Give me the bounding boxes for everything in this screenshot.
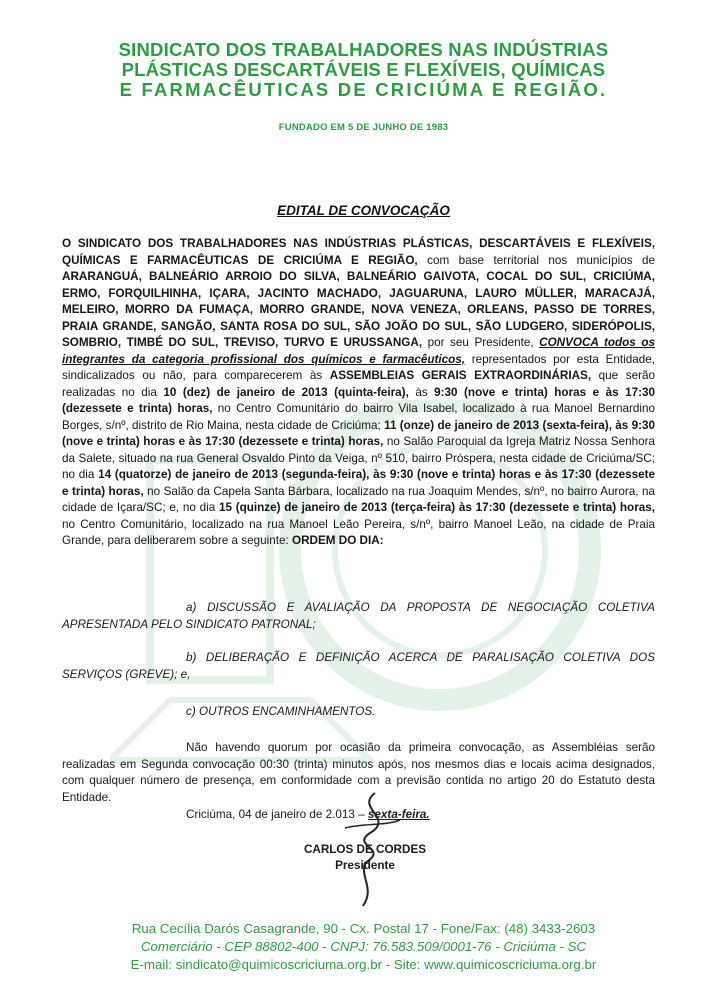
- agenda-item-c-text: c) OUTROS ENCAMINHAMENTOS.: [186, 705, 376, 718]
- signer-block: [250, 842, 480, 874]
- signer-name: CARLOS DE CORDES: [303, 843, 427, 856]
- date-2: 11 (onze) de janeiro de 2013 (sexta-feira), às 9:30 (nove e trinta) horas e às 17:30 (dezessete e trinta) horas,: [62, 418, 656, 448]
- founded-date: FUNDADO EM 5 DE JUNHO DE 1983: [278, 122, 449, 133]
- text-span: às: [408, 385, 435, 399]
- signer-role: Presidente: [335, 859, 395, 872]
- location-2: no Salão Paroquial da Igreja Matriz Nossa Senhora da Salete, situado na rua General Osvaldo Pinto da Veiga, nº 510, bairro Próspera, nesta cidade de Criciúma/SC; no dia: [62, 435, 655, 481]
- date-4: 15 (quinze) de janeiro de 2013 (terça-feira) às 17:30 (dezessete e trinta) horas,: [218, 501, 655, 514]
- footer-cep-cnpj: Comerciário - CEP 88802-400 - CNPJ: 76.583.509/0001-76 - Criciúma - SC: [140, 939, 587, 954]
- date-text: Criciúma, 04 de janeiro de 2.013 –: [186, 808, 368, 821]
- agenda-item-b: [62, 650, 655, 683]
- text-span: que serão realizadas no dia: [62, 369, 656, 399]
- cities-list: ARARANGUÁ, BALNEÁRIO ARROIO DO SILVA, BALNEÁRIO GAIVOTA, COCAL DO SUL, CRICIÚMA, ERMO, FORQUILHINHA, IÇARA, JACINTO MACHADO, JAGUARUNA, LAURO MÜLLER, MARACAJÁ, MELEIRO, MORRO DA FUMAÇA, MORRO GRANDE, NOVA VENEZA, ORLEANS, PASSO DE TORRES, PRAIA GRANDE, SANGÃO, SANTA ROSA DO SUL, SÃO JOÃO DO SUL, SÃO LUDGERO, SIDERÓPOLIS, SOMBRIO, TIMBÉ DO SUL, TREVISO, TURVO E URUSSANGA,: [62, 270, 655, 349]
- footer-address: Rua Cecília Darós Casagrande, 90 - Cx. Postal 17 - Fone/Fax: (48) 3433-2603: [131, 921, 596, 936]
- location-3: no Salão da Capela Santa Bárbara, localizado na rua Joaquim Mendes, s/nº, no bairro Aurora, na cidade de Içara/SC; e, no dia: [62, 484, 656, 514]
- footer-email-site: E-mail: sindicato@quimicoscriciuma.org.br - Site: www.quimicoscriciuma.org.br: [130, 957, 597, 972]
- date-1: 10 (dez) de janeiro de 2013 (quinta-feira),: [163, 385, 409, 399]
- convoca-clause: CONVOCA todos os integrantes da categoria profissional dos químicos e farmacêuticos,: [62, 336, 655, 366]
- org-name-line-3: E FARMACÊUTICAS DE CRICIÚMA E REGIÃO.: [119, 79, 608, 100]
- footer-contact: [0, 920, 727, 974]
- convocation-paragraph: [62, 236, 655, 550]
- document-title: EDITAL DE CONVOCAÇÃO: [277, 203, 450, 218]
- text-span: representados por esta Entidade, sindicalizados ou não, para comparecerem às: [62, 352, 656, 382]
- agenda-item-a: [62, 600, 655, 633]
- org-name-line-2: PLÁSTICAS DESCARTÁVEIS E FLEXÍVEIS, QUÍMICAS: [121, 59, 606, 80]
- assembly-type: ASSEMBLEIAS GERAIS EXTRAORDINÁRIAS,: [329, 369, 592, 382]
- location-1: no Centro Comunitário do bairro Vila Isabel, localizado à rua Manoel Bernardino Borges, s/nº, distrito de Rio Maina, nesta cidade de Criciúma;: [62, 402, 655, 432]
- text-span: por seu Presidente,: [422, 336, 540, 349]
- agenda-item-c: [62, 704, 655, 721]
- agenda-heading: ORDEM DO DIA:: [292, 534, 384, 547]
- location-4: no Centro Comunitário, localizado na rua Manoel Leão Pereira, s/nº, bairro Manoel Leão, na cidade de Praia Grande, para deliberarem sobre a seguinte:: [62, 517, 655, 547]
- weekday-text: sexta-feira.: [367, 808, 430, 821]
- org-name-inline: O SINDICATO DOS TRABALHADORES NAS INDÚSTRIAS PLÁSTICAS, DESCARTÁVEIS E FLEXÍVEIS, QUÍMICAS E FARMACÊUTICAS DE CRICIÚMA E REGIÃO,: [62, 237, 655, 267]
- letterhead: [0, 40, 727, 133]
- times-1: 9:30 (nove e trinta) horas e às 17:30 (dezessete e trinta) horas,: [62, 385, 655, 415]
- agenda-item-b-text: b) DELIBERAÇÃO E DEFINIÇÃO ACERCA DE PARALISAÇÃO COLETIVA DOS SERVIÇOS (GREVE); e,: [62, 651, 655, 681]
- org-name-line-1: SINDICATO DOS TRABALHADORES NAS INDÚSTRIAS: [118, 39, 609, 60]
- agenda-item-a-text: a) DISCUSSÃO E AVALIAÇÃO DA PROPOSTA DE NEGOCIAÇÃO COLETIVA APRESENTADA PELO SINDICATO PATRONAL;: [62, 601, 655, 631]
- text-span: com base territorial nos municípios de: [417, 253, 655, 267]
- quorum-text: Não havendo quorum por ocasião da primeira convocação, as Assembléias serão realizadas em Segunda convocação 00:30 (trinta) minutos após, nos mesmos dias e locais acima designados, com qualquer número de presença, em conformidade com a previsão contida no artigo 20 do Estatuto desta Entidade.: [62, 741, 655, 804]
- date-3: 14 (quatorze) de janeiro de 2013 (segunda-feira), às 9:30 (nove e trinta) horas e às 17:30 (dezessete e trinta) horas,: [62, 468, 656, 498]
